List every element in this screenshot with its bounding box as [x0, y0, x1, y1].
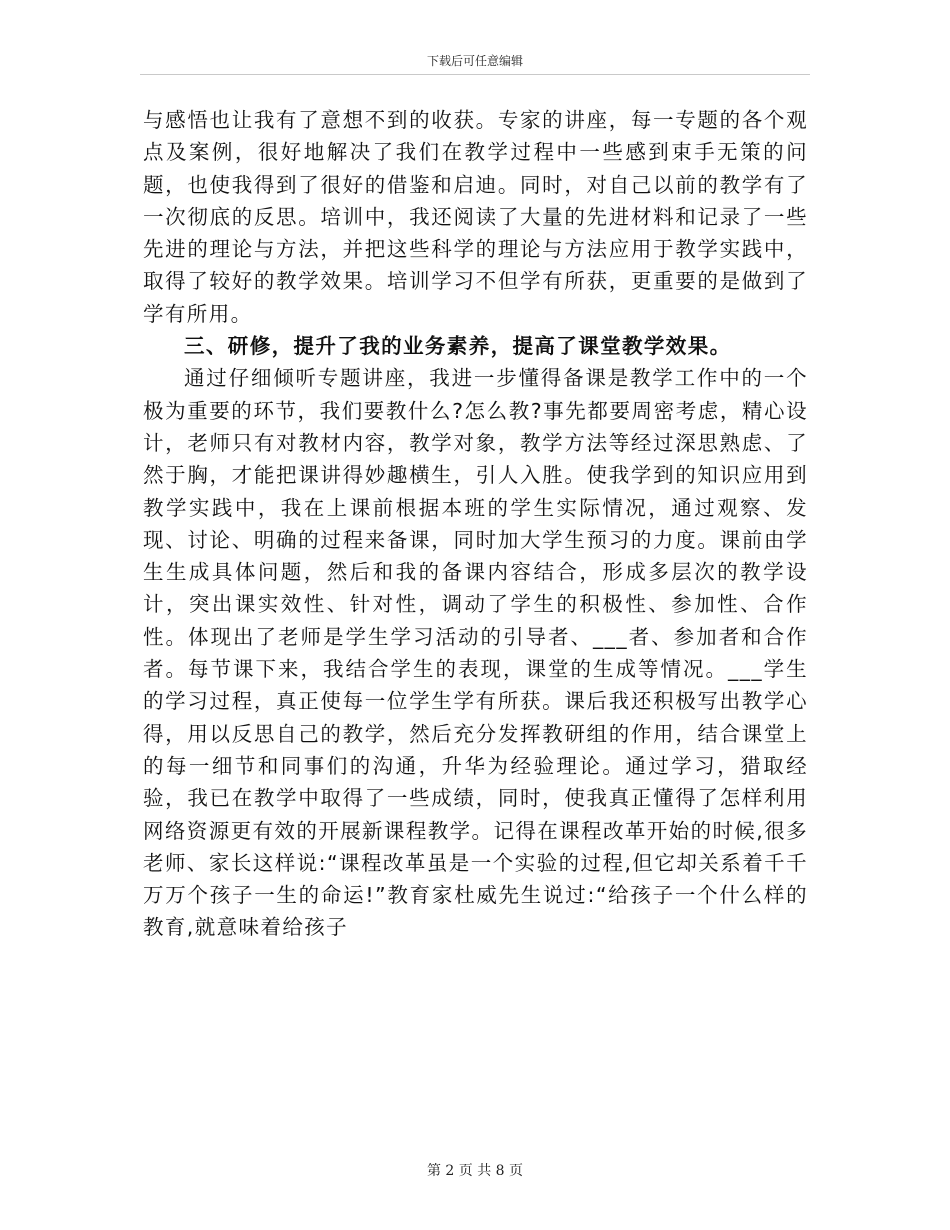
- section-heading: 三、研修，提升了我的业务素养，提高了课堂教学效果。: [184, 334, 732, 359]
- paragraph-body: 通过仔细倾听专题讲座，我进一步懂得备课是教学工作中的一个极为重要的环节，我们要教什么?怎么教?事先都要周密考虑，精心设计，老师只有对教材内容，教学对象，教学方法等经过深思熟虑、了然于胸，才能把课讲得妙趣横生，引人入胜。使我学到的知识应用到教学实践中，我在上课前根据本班的学生实际情况，通过观察、发现、讨论、明确的过程来备课，同时加大学生预习的力度。课前由学生生成具体问题，然后和我的备课内容结合，形成多层次的教学设计，突出课实效性、针对性，调动了学生的积极性、参加性、合作性。体现出了老师是学生学习活动的引导者、___者、参加者和合作者。每节课下来，我结合学生的表现，课堂的生成等情况。___学生的学习过程，真正使每一位学生学有所获。课后我还积极写出教学心得，用以反思自己的教学，然后充分发挥教研组的作用，结合课堂上的每一细节和同事们的沟通，升华为经验理论。通过学习，猎取经验，我已在教学中取得了一些成绩，同时，使我真正懂得了怎样利用网络资源更有效的开展新课程教学。记得在课程改革开始的时候,很多老师、家长这样说:“课程改革虽是一个实验的过程,但它却关系着千千万万个孩子一生的命运!”教育家杜威先生说过:“给孩子一个什么样的教育,就意味着给孩子: [143, 366, 808, 940]
- page-number: 第 2 页 共 8 页: [426, 1163, 524, 1179]
- document-body: [143, 104, 808, 944]
- page-header: 下载后可任意编辑: [426, 54, 523, 68]
- paragraph-continued: 与感悟也让我有了意想不到的收获。专家的讲座，每一专题的各个观点及案例，很好地解决了我们在教学过程中一些感到束手无策的问题，也使我得到了很好的借鉴和启迪。同时，对自己以前的教学有了一次彻底的反思。培训中，我还阅读了大量的先进材料和记录了一些先进的理论与方法，并把这些科学的理论与方法应用于教学实践中，取得了较好的教学效果。培训学习不但学有所获，更重要的是做到了学有所用。: [143, 108, 808, 326]
- header-divider: [140, 74, 810, 75]
